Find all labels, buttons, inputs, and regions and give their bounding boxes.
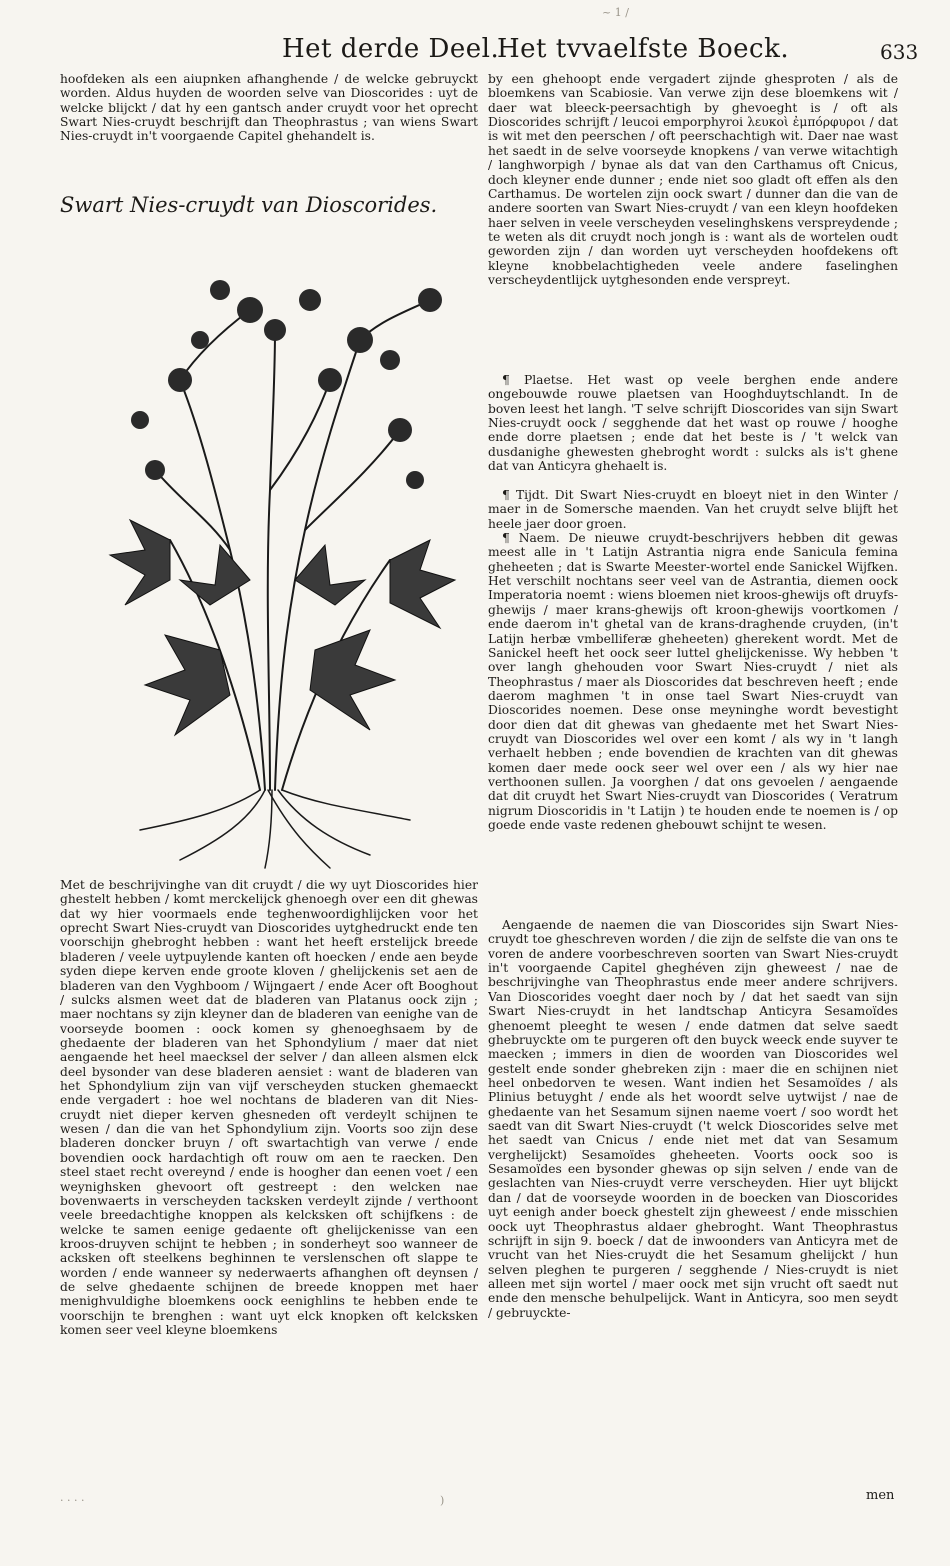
figure-caption: Swart Nies-cruydt van Dioscorides. xyxy=(60,193,438,217)
page-header xyxy=(0,32,950,72)
left-column xyxy=(60,72,478,1466)
page-number: 633 xyxy=(880,40,919,64)
bottom-left-margin-mark: · · · · xyxy=(60,1494,85,1507)
right-column xyxy=(488,72,898,1478)
right-paragraph-naem: ¶ Naem. De nieuwe cruydt-beschrijvers hebben dit gewas meest alle in 't Latijn Astrantia nigra ende Sanicula femina gheheeten ; dat is Swarte Meester-wortel ende Sanickel Wijfken. Het verschilt nochtans seer veel van de Astrantia, diemen oock Imperatoria noemt : wiens bloemen niet kroos-ghewijs oft druyfs-ghewijs / maer krans-ghewijs oft kroon-ghewijs voortkomen / ende daerom in't ghetal van de krans-draghende cruyden, (in't Latijn herbæ vmbelliferæ gheheeten) gherekent wordt. Met de Sanickel heeft het oock seer luttel ghelijckenisse. Wy hebben 't over langh ghehouden voor Swart Nies-cruydt / niet als Theophrastus / maer als Dioscorides dat beschreven heeft ; ende daerom maghmen 't in onse tael Swart Nies-cruydt van Dioscorides noemen. Dese onse meyninghe wordt bevestight door dien dat dit ghewas van ghedaente met het Swart Nies-cruydt van Dioscorides wel over een komt / als wy in 't langh verhaelt hebben ; ende bovendien de krachten van dit ghewas komen daer mede oock seer wel over een / als wy hier nae verthoonen sullen. Ja voorghen / dat ons gevoelen / aengaende dat dit cruydt het Swart Nies-cruydt van Dioscorides ( Veratrum nigrum Dioscoridis in 't Latijn ) te houden ende te noemen is / op goede ende vaste redenen ghebouwt schijnt te wesen. xyxy=(488,531,898,833)
right-paragraph-plaetse: ¶ Plaetse. Het wast op veele berghen ende andere ongebouwde rouwe plaetsen van Hooghduytschlandt. In de boven leest het langh. 'T selve schrijft Dioscorides van sijn Swart Nies-cruydt oock / segghende dat het wast op rouwe / hooghe ende dorre plaetsen ; ende dat het beste is / 't welck van dusdanighe ghewesten ghebroght wordt : sulcks als is't ghene dat van Anticyra ghehaelt is. xyxy=(488,373,898,474)
running-head-left: Het derde Deel. xyxy=(282,34,500,64)
running-head-right: Het tvvaelfste Boeck. xyxy=(497,34,790,64)
right-paragraph-naemen: Aengaende de naemen die van Dioscorides sijn Swart Nies-cruydt toe gheschreven worden / die zijn de selfste die van ons te voren de andere voorbeschreven soorten van Swart Nies-cruydt in't voorgaende Capitel gheghéven zijn gheweest / nae de beschrijvinghe van Theophrastus ende meer andere schrijvers. Van Dioscorides voeght daer noch by / dat het saedt van sijn Swart Nies-cruydt in het landtschap Anticyra Sesamoïdes ghenoemt pleeght te wesen / ende datmen dat selve saedt ghebruyckte om te purgeren oft den buyck weeck ende suyver te maecken ; immers in dien de woorden van Dioscorides wel gestelt ende sonder ghebreken zijn : maer die en schijnen niet heel onbedorven te wesen. Want indien het Sesamoïdes / als Plinius betuyght / ende als het woordt selve uytwijst / nae de ghedaente van het Sesamum sijnen naeme voert / soo wordt het saedt van dit Swart Nies-cruydt ('t welck Dioscorides selve met het saedt van Cnicus / ende niet met dat van Sesamum verghelijckt) Sesamoïdes gheheeten. Voorts oock soo is Sesamoïdes een bysonder ghewas op sijn selven / ende van de geslachten van Nies-cruydt verre verscheyden. Hier uyt blijckt dan / dat de voorseyde woorden in de boecken van Dioscorides uyt eenigh ander boeck ghestelt zijn gheweest / ende misschien oock uyt Theophrastus aldaer ghebroght. Want Theophrastus schrijft in sijn 9. boeck / dat de inwoonders van Anticyra met de vrucht van het Nies-cruydt die het Sesamum ghelijckt / hun selven pleghen te purgeren / segghende / Nies-cruydt is niet alleen met sijn wortel / maer oock met sijn vrucht oft saedt nut ende den mensche behulpelijck. Want in Anticyra, soo men seydt / gebruyckte- xyxy=(488,918,898,1320)
left-body-paragraph: Met de beschrijvinghe van dit cruydt / die wy uyt Dioscorides hier ghestelt hebben / komt merckelijck ghenoegh over een dit ghewas dat wy hier voormaels ende teghenwoordighlijcken voor het oprecht Swart Nies-cruydt van Dioscorides uytghedruckt ende ten voorschijn ghebroght hebben : want het heeft erstelijck breede bladeren / veele uytpuylende kanten oft hoecken / ende aen beyde syden diepe kerven ende groote kloven / ghelijckenis set aen de bladeren van den Vyghboom / Wijngaert / ende Acer oft Booghout / sulcks alsmen weet dat de bladeren van Platanus oock zijn ; maer nochtans sy zijn kleyner dan de bladeren van eenighe van de voorseyde boomen : oock komen sy ghenoeghsaem by de ghedaente der bladeren van het Sphondylium / maer dat niet aengaende het heel maecksel der selver / dan alleen alsmen elck deel bysonder van dese bladeren aensiet : want de bladeren van het Sphondylium zijn van vijf verscheyden stucken ghemaeckt ende vergadert : hoe wel nochtans de bladeren van dit Nies-cruydt niet dieper kerven ghesneden oft verdeylt schijnen te wesen / dan die van het Sphondylium zijn. Voorts soo zijn dese bladeren doncker bruyn / oft swartachtigh van verwe / ende bovendien oock hardachtigh oft rouw om aen te raecken. Den steel staet recht overeynd / ende is hoogher dan eenen voet / een weynighsken ghevoort oft gestreept : den welcken nae bovenwaerts in verscheyden tacksken verdeylt zijnde / verthoont veele breedachtighe knoppen als kelcksken oft schijfkens : de welcke te samen eenige gedaente oft ghelijckenisse van een kroos-druyven schijnt te hebben ; in sonderheyt soo wanneer de acksken oft steelkens beghinnen te verslenschen oft slappe te worden / ende wanneer sy nederwaerts afhanghen oft deynsen / de selve ghedaente schijnen de breede knoppen met haer menighvuldighe bloemkens oock eenighlins te hebben ende te voorschijn te brenghen : want uyt elck knopken oft kelcksken komen seer veel kleyne bloemkens xyxy=(60,878,478,1338)
bottom-center-margin-mark: ) xyxy=(440,1494,445,1507)
right-paragraph-tijdt: ¶ Tijdt. Dit Swart Nies-cruydt en bloeyt niet in den Winter / maer in de Somersche maenden. Van het cruydt selve blijft het heele jaer door groen. xyxy=(488,488,898,531)
top-margin-mark: ~ 1 / xyxy=(602,6,629,19)
right-paragraph-description: by een ghehoopt ende vergadert zijnde ghesproten / als de bloemkens van Scabiosie. Van verwe zijn dese bloemkens wit / daer wat bleeck-peersachtigh by ghevoeght is / oft als Dioscorides schrijft / leucoi emporphyroi λευκοὶ ἐμπόρφυροι / dat is wit met den peerschen / oft peerschachtigh wit. Daer nae wast het saedt in de selve voorseyde knopkens / van verwe witachtigh / langhworpigh / bynae als dat van den Carthamus oft Cnicus, doch kleyner ende dunner ; ende niet soo gladt oft effen als den Carthamus. De wortelen zijn oock swart / dunner dan die van de andere soorten van Swart Nies-cruydt / van een kleyn hoofdeken haer selven in veele verscheyden veselinghskens verspreydende ; te weten als dit cruydt noch jongh is : want als de wortelen oudt geworden zijn / dan worden uyt verscheyden hoofdekens oft kleyne knobbelachtigheden veele andere faselinghen verscheydentlijck uytghesonden ende verspreyt. xyxy=(488,72,898,288)
left-intro-paragraph: hoofdeken als een aiupnken afhanghende / de welcke gebruyckt worden. Aldus huyden de woorden selve van Dioscorides : uyt de welcke blijckt / dat hy een gantsch ander cruydt voor het oprecht Swart Nies-cruydt beschrijft dan Theophrastus ; van wiens Swart Nies-cruydt in't voorgaende Capitel ghehandelt is. xyxy=(60,72,478,144)
hellebore-woodcut-illustration xyxy=(60,230,478,870)
catchword: men xyxy=(866,1488,895,1503)
